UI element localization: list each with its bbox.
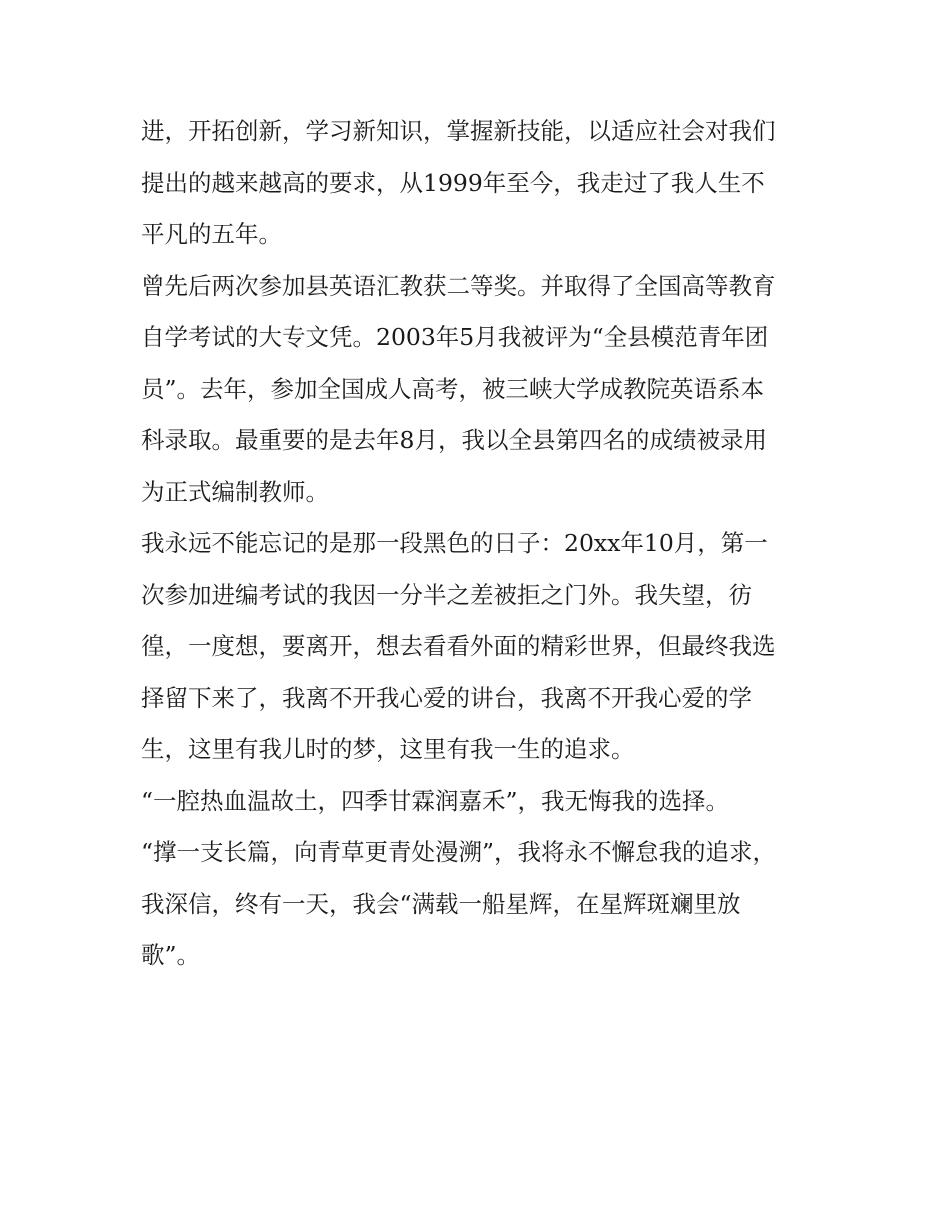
text-line: 为正式编制教师。: [141, 477, 329, 506]
text-line: 员”。去年，参加全国成人高考，被三峡大学成教院英语系本: [141, 374, 765, 403]
text-line: 提出的越来越高的要求，从1999年至今，我走过了我人生不: [141, 168, 765, 197]
text-line: 歌”。: [141, 941, 201, 969]
text-line: 平凡的五年。: [141, 220, 282, 248]
text-line: 进，开拓创新，学习新知识，掌握新技能，以适应社会对我们: [141, 117, 776, 145]
text-line: 曾先后两次参加县英语汇教获二等奖。并取得了全国高等教育: [141, 271, 776, 300]
text-line: 择留下来了，我离不开我心爱的讲台，我离不开我心爱的学: [141, 683, 752, 712]
text-line: 次参加进编考试的我因一分半之差被拒之门外。我失望，彷: [141, 580, 752, 609]
paragraph-4: [141, 776, 816, 828]
text-line: 我深信，终有一天，我会“满载一船星辉，在星辉斑斓里放: [141, 889, 741, 918]
text-line: 生，这里有我儿时的梦，这里有我一生的追求。: [141, 735, 635, 763]
paragraph-5: [141, 827, 816, 982]
text-line: 徨，一度想，要离开，想去看看外面的精彩世界，但最终我选: [141, 632, 776, 660]
text-line: 自学考试的大专文凭。2003年5月我被评为“全县模范青年团: [141, 323, 769, 351]
text-line: “一腔热血温故土，四季甘霖润嘉禾”，我无悔我的选择。: [141, 786, 730, 815]
document-body: [141, 106, 816, 982]
text-line: 科录取。最重要的是去年8月，我以全县第四名的成绩被录用: [141, 426, 767, 454]
text-line: “撑一支长篇，向青草更青处漫溯”，我将永不懈怠我的追求，: [141, 838, 777, 866]
paragraph-3: [141, 518, 816, 776]
paragraph-1: [141, 106, 816, 261]
text-line: 我永远不能忘记的是那一段黑色的日子：20xx年10月，第一: [141, 529, 768, 557]
paragraph-2: [141, 261, 816, 519]
